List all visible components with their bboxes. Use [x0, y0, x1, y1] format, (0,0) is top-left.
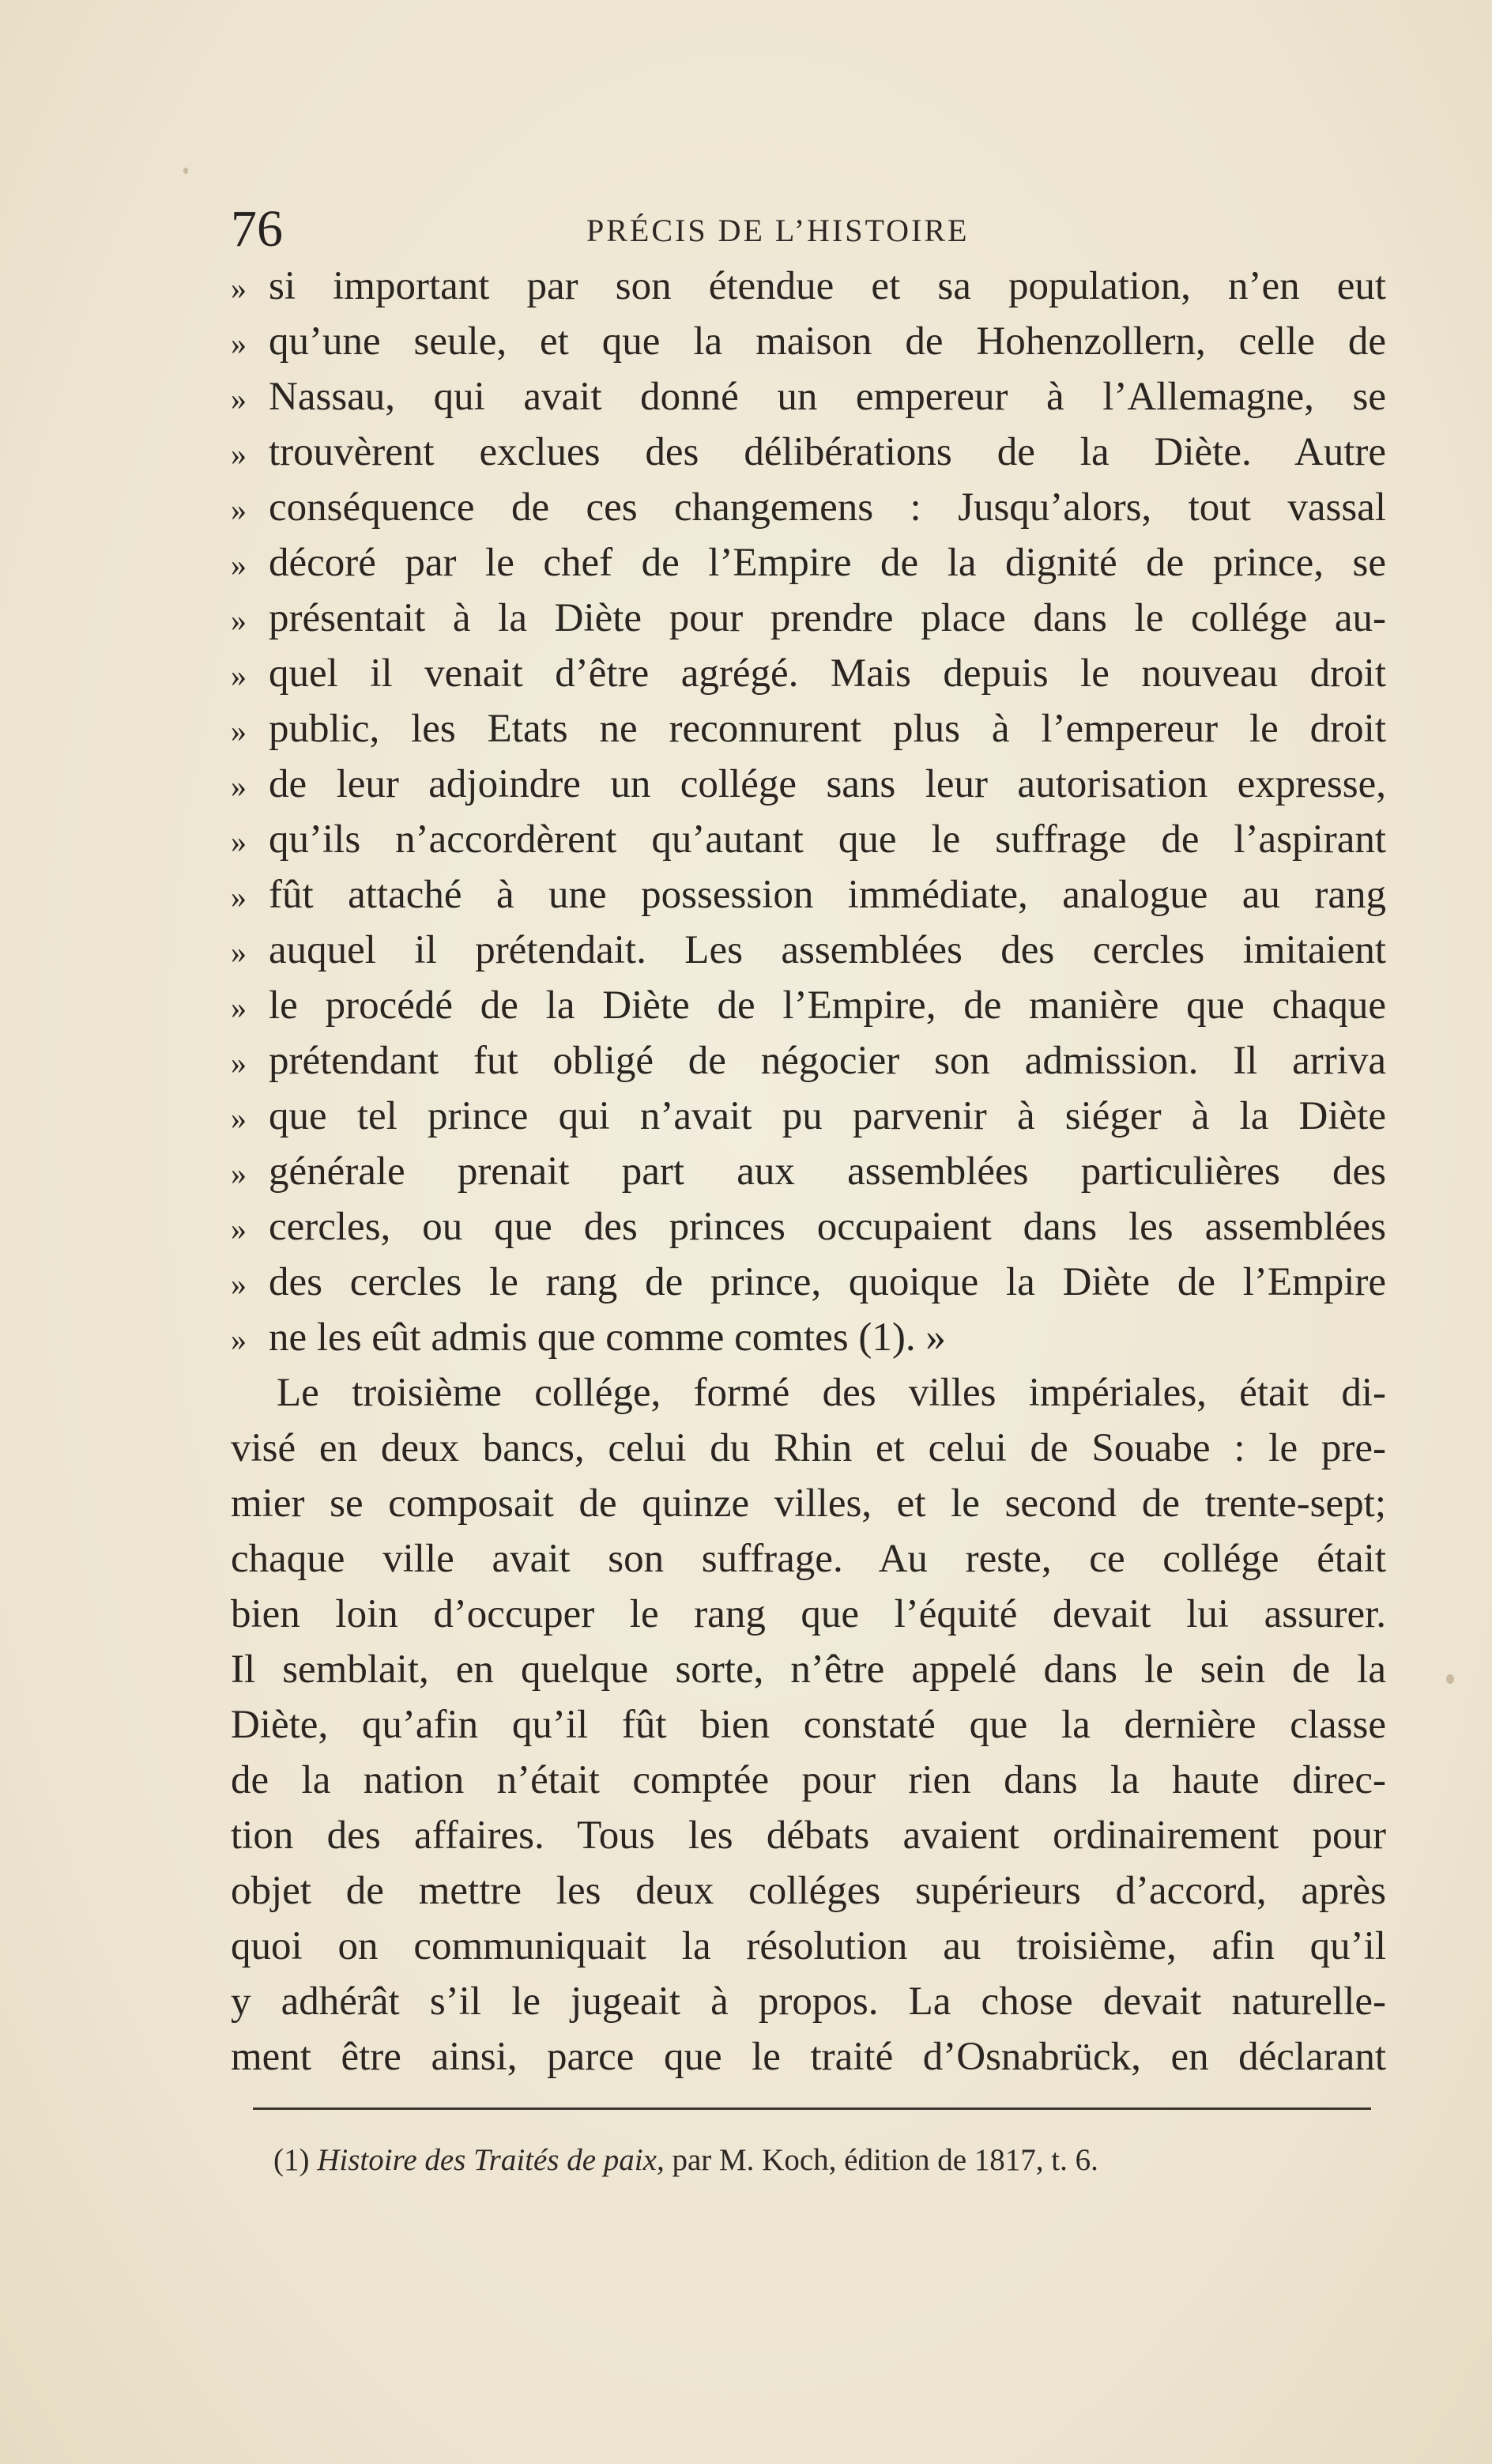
page-header [231, 202, 1392, 257]
quote-mark: » [231, 658, 247, 693]
text-line [231, 314, 1386, 369]
line-text: cercles, ou que des princes occupaient dans les assemblées [269, 1205, 1386, 1249]
text-line [231, 1310, 1386, 1365]
line-text: de leur adjoindre un collége sans leur autorisation expresse, [269, 762, 1386, 806]
quote-mark: » [231, 1100, 247, 1136]
line-text: chaque ville avait son suffrage. Au reste, ce collége était [231, 1537, 1386, 1581]
line-text: des cercles le rang de prince, quoique la Diète de l’Empire [269, 1260, 1386, 1304]
footnote-divider [253, 2107, 1371, 2110]
text-line [231, 1753, 1386, 1808]
line-text: y adhérât s’il le jugeait à propos. La chose devait naturelle- [231, 1979, 1386, 2024]
line-text: objet de mettre les deux colléges supérieurs d’accord, après [231, 1869, 1386, 1913]
quote-mark: » [231, 1211, 247, 1247]
text-line [231, 701, 1386, 757]
page-number: 76 [231, 200, 283, 258]
text-line [231, 369, 1386, 425]
text-line [231, 812, 1386, 867]
footnote-marker: (1) [273, 2143, 310, 2177]
line-text: trouvèrent exclues des délibérations de la Diète. Autre [269, 430, 1386, 474]
line-text: Le troisième collége, formé des villes impériales, était di- [277, 1371, 1386, 1415]
text-line [231, 1808, 1386, 1863]
text-line [231, 1531, 1386, 1587]
footnote-text: par M. Koch, édition de 1817, t. 6. [672, 2143, 1098, 2177]
line-text: le procédé de la Diète de l’Empire, de manière que chaque [269, 983, 1386, 1028]
text-line [231, 867, 1386, 923]
line-text: que tel prince qui n’avait pu parvenir à siéger à la Diète [269, 1094, 1386, 1138]
quote-mark: » [231, 547, 247, 583]
quote-mark: » [231, 934, 247, 970]
line-text: Il semblait, en quelque sorte, n’être appelé dans le sein de la [231, 1647, 1386, 1692]
line-text: quoi on communiquait la résolution au troisième, afin qu’il [231, 1924, 1386, 1968]
quote-mark: » [231, 990, 247, 1025]
quote-mark: » [231, 492, 247, 527]
text-line [231, 1587, 1386, 1642]
text-line [231, 1365, 1386, 1421]
text-line [231, 646, 1386, 701]
line-text: visé en deux bancs, celui du Rhin et celui de Souabe : le pre- [231, 1426, 1386, 1470]
line-text: quel il venait d’être agrégé. Mais depuis le nouveau droit [269, 651, 1386, 696]
quote-mark: » [231, 824, 247, 859]
quote-mark: » [231, 381, 247, 417]
body-text [231, 258, 1386, 2085]
text-line [231, 1033, 1386, 1089]
text-line [231, 923, 1386, 978]
quote-mark: » [231, 879, 247, 915]
line-text: tion des affaires. Tous les débats avaient ordinairement pour [231, 1813, 1386, 1858]
footnote [273, 2139, 1380, 2182]
text-line [231, 480, 1386, 535]
line-text: de la nation n’était comptée pour rien dans la haute direc- [231, 1758, 1386, 1802]
line-text: auquel il prétendait. Les assemblées des cercles imitaient [269, 928, 1386, 972]
text-line [231, 1144, 1386, 1199]
text-line [231, 1863, 1386, 1919]
text-line [231, 757, 1386, 812]
quote-mark: » [231, 1322, 247, 1357]
text-line [231, 1421, 1386, 1476]
line-text: générale prenait part aux assemblées particulières des [269, 1149, 1386, 1194]
line-text: bien loin d’occuper le rang que l’équité devait lui assurer. [231, 1592, 1386, 1636]
line-text: Nassau, qui avait donné un empereur à l’Allemagne, se [269, 375, 1386, 419]
paper-speck [1446, 1674, 1454, 1684]
quote-mark: » [231, 713, 247, 749]
line-text: Diète, qu’afin qu’il fût bien constaté que la dernière classe [231, 1703, 1386, 1747]
quote-mark: » [231, 270, 247, 306]
text-line [231, 1199, 1386, 1255]
text-line [231, 1642, 1386, 1697]
text-line [231, 2029, 1386, 2085]
line-text: qu’ils n’accordèrent qu’autant que le suffrage de l’aspirant [269, 817, 1386, 862]
line-text: fût attaché à une possession immédiate, analogue au rang [269, 873, 1386, 917]
line-text: mier se composait de quinze villes, et le second de trente-sept; [231, 1481, 1386, 1526]
text-line [231, 1089, 1386, 1144]
text-line [231, 425, 1386, 480]
quote-mark: » [231, 768, 247, 804]
line-text: ment être ainsi, parce que le traité d’Osnabrück, en déclarant [231, 2035, 1386, 2079]
paper-speck [183, 168, 188, 174]
line-text: ne les eût admis que comme comtes (1). » [269, 1315, 946, 1360]
quote-mark: » [231, 602, 247, 638]
text-line [231, 1476, 1386, 1531]
text-line [231, 258, 1386, 314]
quote-mark: » [231, 326, 247, 361]
text-line [231, 591, 1386, 646]
text-line [231, 978, 1386, 1033]
text-line [231, 1697, 1386, 1753]
line-text: décoré par le chef de l’Empire de la dignité de prince, se [269, 541, 1386, 585]
text-line [231, 535, 1386, 591]
quote-mark: » [231, 1266, 247, 1302]
quote-mark: » [231, 1156, 247, 1191]
line-text: conséquence de ces changemens : Jusqu’alors, tout vassal [269, 485, 1386, 530]
line-text: si important par son étendue et sa population, n’en eut [269, 264, 1386, 308]
line-text: prétendant fut obligé de négocier son admission. Il arriva [269, 1039, 1386, 1083]
line-text: public, les Etats ne reconnurent plus à l’empereur le droit [269, 707, 1386, 751]
line-text: présentait à la Diète pour prendre place dans le collége au- [269, 596, 1386, 640]
footnote-title: Histoire des Traités de paix, [317, 2143, 665, 2177]
text-line [231, 1255, 1386, 1310]
running-title: PRÉCIS DE L’HISTOIRE [586, 213, 970, 248]
text-line [231, 1974, 1386, 2029]
quote-mark: » [231, 436, 247, 472]
text-line [231, 1919, 1386, 1974]
line-text: qu’une seule, et que la maison de Hohenzollern, celle de [269, 319, 1386, 364]
quote-mark: » [231, 1045, 247, 1081]
